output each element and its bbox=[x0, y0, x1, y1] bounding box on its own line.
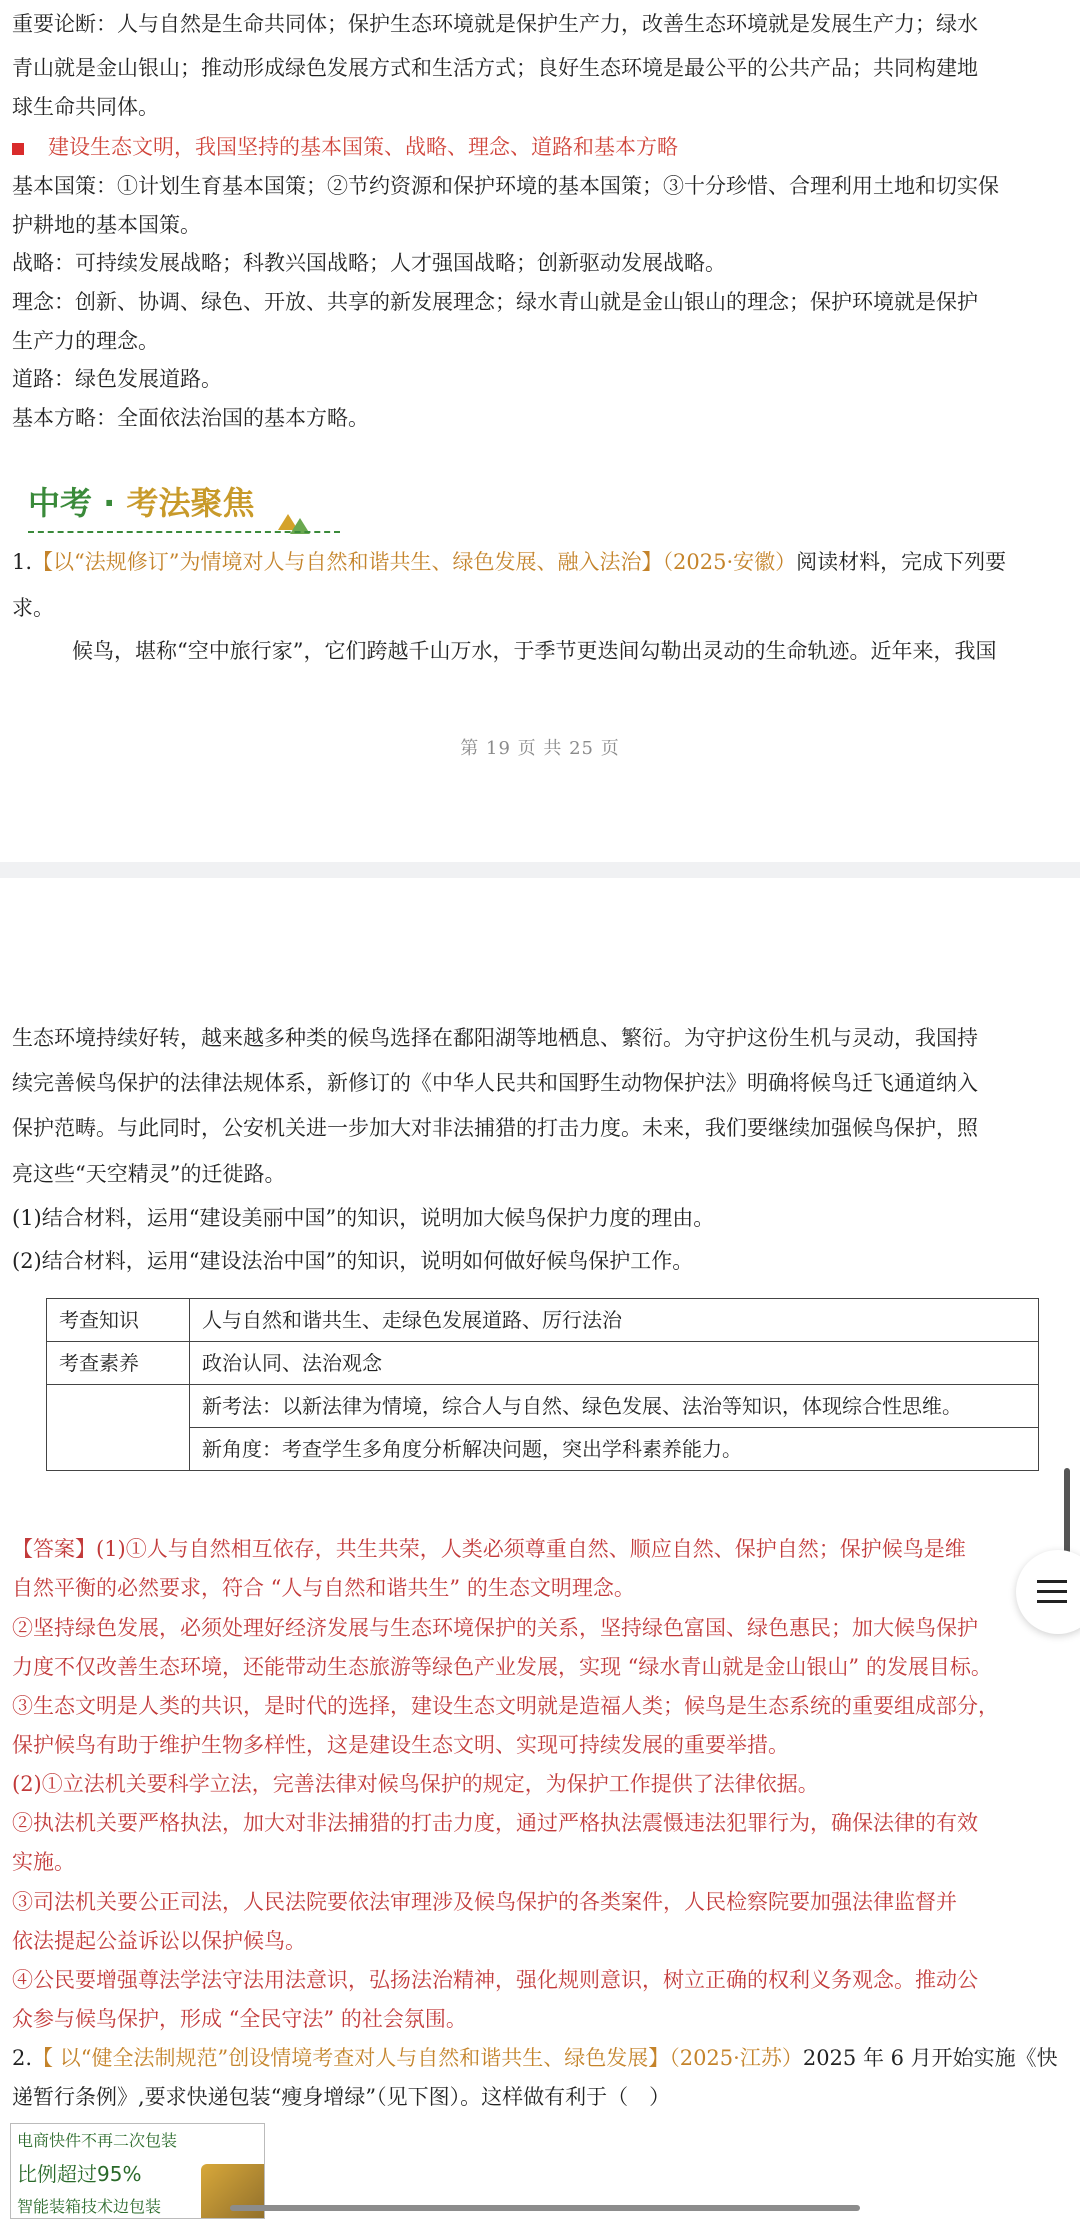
express-packaging-figure[interactable] bbox=[10, 2123, 265, 2219]
sub-question-2: (2)结合材料，运用“建设法治中国”的知识，说明如何做好候鸟保护工作。 bbox=[12, 1249, 694, 1273]
question-2-header: 2.【 以“健全法制规范”创设情境考查对人与自然和谐共生、绿色发展】（2025·江苏）2025 年 6 月开始实施《快 bbox=[12, 2046, 1058, 2070]
table-cell: 新角度：考查学生多角度分析解决问题，突出学科素养能力。 bbox=[190, 1428, 1039, 1471]
banner-underline bbox=[28, 531, 340, 533]
material-paragraph: 续完善候鸟保护的法律法规体系，新修订的《中华人民共和国野生动物保护法》明确将候鸟迁飞通道纳入 bbox=[12, 1071, 978, 1095]
section-heading: 建设生态文明，我国坚持的基本国策、战略、理念、道路和基本方略 bbox=[12, 133, 1068, 161]
material-paragraph: 保护范畴。与此同时，公安机关进一步加大对非法捕猎的打击力度。未来，我们要继续加强候鸟保护，照 bbox=[12, 1116, 978, 1140]
table-row bbox=[47, 1299, 1039, 1342]
hamburger-menu-icon bbox=[1037, 1580, 1067, 1583]
square-bullet-icon bbox=[12, 143, 24, 155]
table-cell: 人与自然和谐共生、走绿色发展道路、厉行法治 bbox=[190, 1299, 1039, 1342]
text-line: 递暂行条例》,要求快递包装“瘦身增绿”（见下图）。这样做有利于（ ） bbox=[12, 2085, 671, 2109]
table-cell: 政治认同、法治观念 bbox=[190, 1342, 1039, 1385]
exam-analysis-table bbox=[46, 1298, 1039, 1471]
table-row bbox=[47, 1428, 1039, 1471]
text-line: 青山就是金山银山；推动形成绿色发展方式和生活方式；良好生态环境是最公平的公共产品；共同构建地 bbox=[12, 56, 978, 80]
answer-line: 众参与候鸟保护，形成 “全民守法” 的社会氛围。 bbox=[12, 2007, 467, 2031]
sub-question-1: (1)结合材料，运用“建设美丽中国”的知识，说明加大候鸟保护力度的理由。 bbox=[12, 1206, 715, 1230]
text-line: 重要论断：人与自然是生命共同体；保护生态环境就是保护生产力，改善生态环境就是发展生产力；绿水 bbox=[12, 12, 978, 36]
text-line: 道路：绿色发展道路。 bbox=[12, 367, 222, 391]
page-20 bbox=[0, 878, 1080, 2217]
text-line: 护耕地的基本国策。 bbox=[12, 213, 201, 237]
question-1-header: 1.【以“法规修订”为情境对人与自然和谐共生、绿色发展、融入法治】（2025·安徽）阅读材料，完成下列要 bbox=[12, 550, 1007, 574]
table-row bbox=[47, 1342, 1039, 1385]
material-paragraph: 候鸟，堪称“空中旅行家”，它们跨越千山万水，于季节更迭间勾勒出灵动的生命轨迹。近年来，我国 bbox=[72, 639, 997, 663]
page-number-footer: 第 19 页 共 25 页 bbox=[460, 738, 620, 759]
answer-line: ④公民要增强尊法学法守法用法意识，弘扬法治精神，强化规则意识，树立正确的权利义务观念。推动公 bbox=[12, 1968, 978, 1992]
answer-line: ③司法机关要公正司法，人民法院要依法审理涉及候鸟保护的各类案件，人民检察院要加强法律监督并 bbox=[12, 1890, 957, 1914]
text-line: 战略：可持续发展战略；科教兴国战略；人才强国战略；创新驱动发展战略。 bbox=[12, 251, 726, 275]
answer-line: 自然平衡的必然要求，符合 “人与自然和谐共生” 的生态文明理念。 bbox=[12, 1576, 635, 1600]
home-indicator[interactable] bbox=[230, 2205, 860, 2211]
material-paragraph: 亮这些“天空精灵”的迁徙路。 bbox=[12, 1162, 286, 1186]
figure-caption: 电商快件不再二次包装 bbox=[17, 2131, 178, 2150]
text-line: 基本方略：全面依法治国的基本方略。 bbox=[12, 406, 369, 430]
answer-line: 保护候鸟有助于维护生物多样性，这是建设生态文明、实现可持续发展的重要举措。 bbox=[12, 1733, 789, 1757]
hamburger-menu-icon bbox=[1037, 1600, 1067, 1603]
figure-caption: 智能装箱技术边包装 bbox=[17, 2197, 162, 2216]
section-banner-title: 中考 · 考法聚焦 bbox=[28, 484, 255, 522]
text-line: 求。 bbox=[12, 596, 54, 620]
text-line: 基本国策：①计划生育基本国策；②节约资源和保护环境的基本国策；③十分珍惜、合理利用土地和切实保 bbox=[12, 174, 999, 198]
table-cell: 考查知识 bbox=[47, 1299, 190, 1342]
table-row bbox=[47, 1385, 1039, 1428]
answer-line: 力度不仅改善生态环境，还能带动生态旅游等绿色产业发展，实现 “绿水青山就是金山银山” 的发展目标。 bbox=[12, 1655, 992, 1679]
table-cell: 新考法：以新法律为情境，综合人与自然、绿色发展、法治等知识，体现综合性思维。 bbox=[190, 1385, 1039, 1428]
answer-line: 依法提起公益诉讼以保护候鸟。 bbox=[12, 1929, 306, 1953]
answer-line: 【答案】(1)①人与自然相互依存，共生共荣，人类必须尊重自然、顺应自然、保护自然；保护候鸟是维 bbox=[12, 1537, 966, 1561]
figure-caption: 比例超过95% bbox=[17, 2162, 142, 2186]
text-line: 理念：创新、协调、绿色、开放、共享的新发展理念；绿水青山就是金山银山的理念；保护环境就是保护 bbox=[12, 290, 978, 314]
hamburger-menu-icon bbox=[1037, 1590, 1067, 1593]
answer-line: ②执法机关要严格执法，加大对非法捕猎的打击力度，通过严格执法震慑违法犯罪行为，确保法律的有效 bbox=[12, 1811, 978, 1835]
table-cell bbox=[47, 1385, 190, 1471]
text-line: 生产力的理念。 bbox=[12, 329, 159, 353]
material-paragraph: 生态环境持续好转，越来越多种类的候鸟选择在鄱阳湖等地栖息、繁衍。为守护这份生机与灵动，我国持 bbox=[12, 1026, 978, 1050]
page-19 bbox=[0, 0, 1080, 862]
answer-line: ③生态文明是人类的共识，是时代的选择，建设生态文明就是造福人类；候鸟是生态系统的重要组成部分， bbox=[12, 1694, 999, 1718]
text-line: 球生命共同体。 bbox=[12, 95, 159, 119]
answer-line: (2)①立法机关要科学立法，完善法律对候鸟保护的规定，为保护工作提供了法律依据。 bbox=[12, 1772, 819, 1796]
page-separator bbox=[0, 862, 1080, 878]
answer-line: 实施。 bbox=[12, 1850, 75, 1874]
answer-line: ②坚持绿色发展，必须处理好经济发展与生态环境保护的关系，坚持绿色富国、绿色惠民；加大候鸟保护 bbox=[12, 1616, 978, 1640]
table-cell: 考查素养 bbox=[47, 1342, 190, 1385]
